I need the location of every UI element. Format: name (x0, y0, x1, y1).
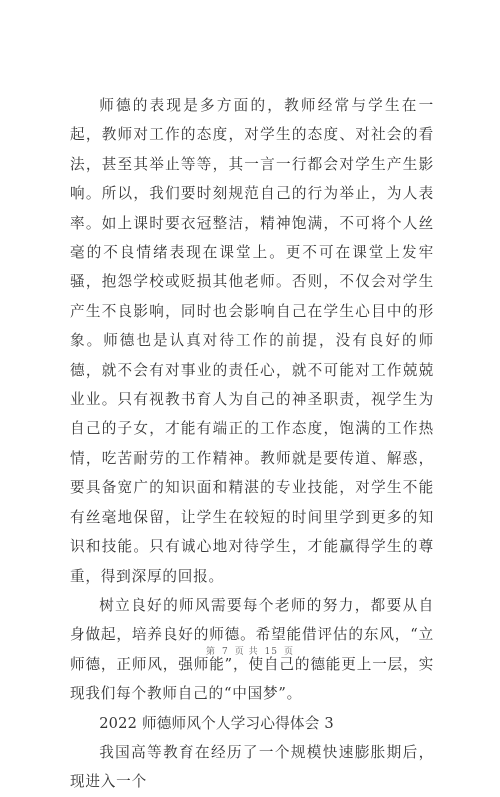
footer-total-pages: 15 (264, 647, 279, 657)
footer-suffix: 页 (284, 647, 295, 657)
footer-middle: 页 共 (234, 647, 259, 657)
paragraph-higher-education: 我国高等教育在经历了一个规模快速膨胀期后，现进入一个 (70, 743, 434, 791)
paragraph-teacher-ethics: 师德的表现是多方面的，教师经常与学生在一起，教师对工作的态度，对学生的态度、对社会的看法，甚至其举止等等，其一言一行都会对学生产生影响。所以，我们要时刻规范自己的行为举止，为人表率。如上课时要衣冠整洁，精神饱满，不可将个人丝毫的不良情绪表现在课堂上。更不可在课堂上发牢骚，抱怨学校或贬损其他老师。否则，不仅会对学生产生不良影响，同时也会影响自己在学生心目中的形象。师德也是认真对待工作的前提，没有良好的师德，就不会有对事业的责任心，就不可能对工作兢兢业业。只有视教书育人为自己的神圣职责，视学生为自己的子女，才能有端正的工作态度，饱满的工作热情，吃苦耐劳的工作精神。教师就是要传道、解惑，要具备宽广的知识面和精湛的专业技能，对学生不能有丝毫地保留，让学生在较短的时间里学到更多的知识和技能。只有诚心地对待学生，才能赢得学生的尊重，得到深厚的回报。 (70, 97, 434, 585)
section-heading: 2022 师德师风个人学习心得体会 3 (99, 714, 334, 732)
page-footer (0, 644, 500, 657)
document-body (70, 91, 434, 797)
paragraph-teacher-style: 树立良好的师风需要每个老师的努力，都要从自身做起，培养良好的师德。希望能借评估的东风，“立师德，正师风，强师能”，使自己的德能更上一层，实现我们每个教师自己的“中国梦”。 (70, 596, 434, 703)
footer-prefix: 第 (205, 647, 216, 657)
footer-page-number: 7 (221, 647, 229, 657)
